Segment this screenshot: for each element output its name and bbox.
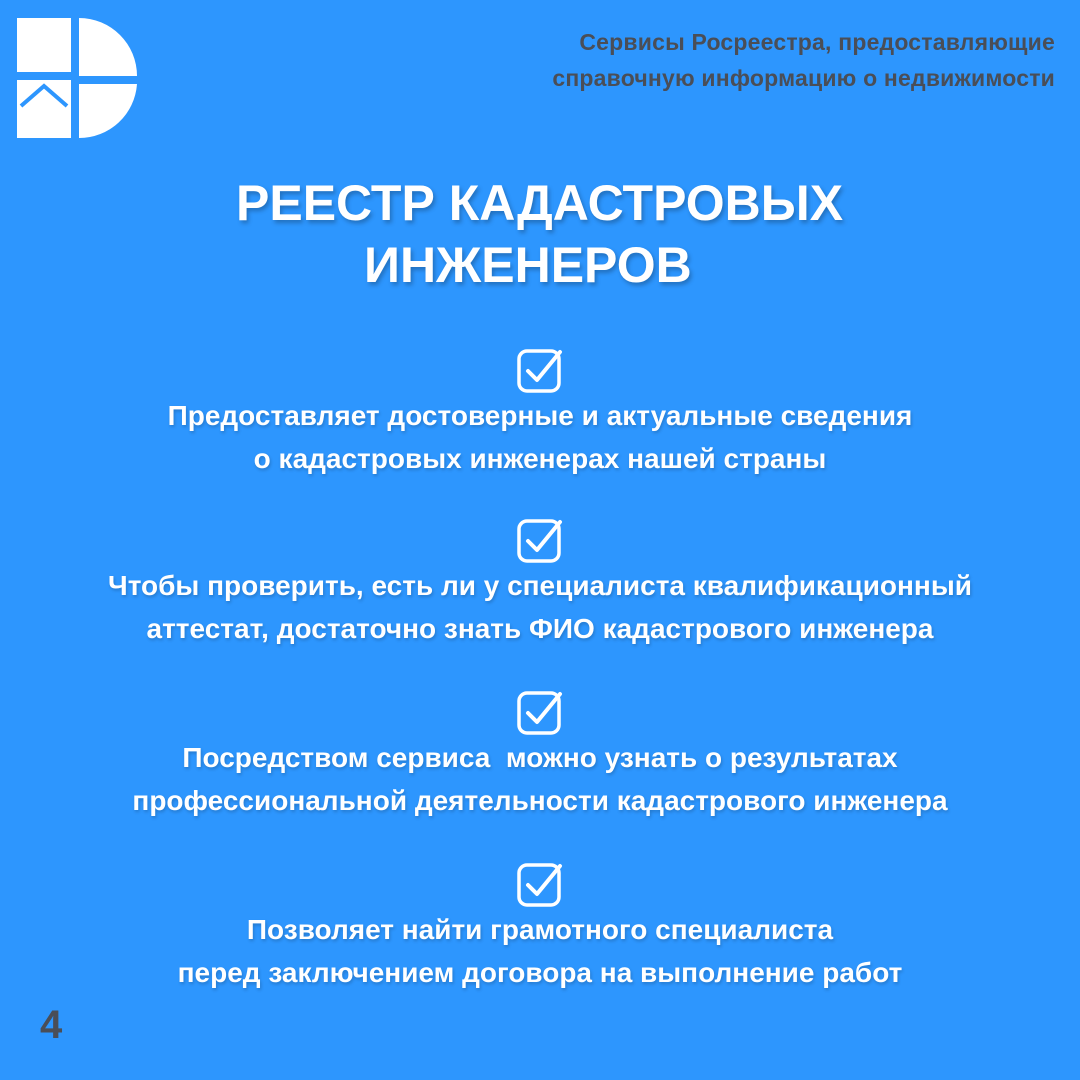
feature-3-line-2: профессиональной деятельности кадастрового инженера <box>132 785 948 816</box>
feature-item-4 <box>0 860 1080 994</box>
feature-4-line-2: перед заключением договора на выполнение работ <box>177 957 903 988</box>
feature-text-1 <box>0 394 1080 480</box>
feature-item-1 <box>0 346 1080 480</box>
header-line-2: справочную информацию о недвижимости <box>552 65 1055 91</box>
checkbox-checked-icon <box>516 516 564 564</box>
feature-text-2 <box>0 564 1080 650</box>
feature-1-line-1: Предоставляет достоверные и актуальные сведения <box>167 400 913 431</box>
checkbox-checked-icon <box>516 346 564 394</box>
feature-item-2 <box>0 516 1080 650</box>
feature-2-line-1: Чтобы проверить, есть ли у специалиста квалификационный <box>108 570 972 601</box>
feature-item-3 <box>0 688 1080 822</box>
feature-4-line-1: Позволяет найти грамотного специалиста <box>246 914 834 945</box>
header-line-1: Сервисы Росреестра, предоставляющие <box>579 29 1055 55</box>
feature-text-3 <box>0 736 1080 822</box>
checkbox-checked-icon <box>516 860 564 908</box>
checkbox-checked-icon <box>516 688 564 736</box>
title-line-2: ИНЖЕНЕРОВ <box>364 237 692 293</box>
page-title <box>0 172 1080 296</box>
rosreestr-logo-icon <box>17 18 137 138</box>
feature-2-line-2: аттестат, достаточно знать ФИО кадастрового инженера <box>146 613 934 644</box>
header-subtitle <box>552 24 1055 96</box>
title-line-1: РЕЕСТР КАДАСТРОВЫХ <box>236 175 844 231</box>
feature-3-line-1: Посредством сервиса можно узнать о результатах <box>182 742 898 773</box>
feature-text-4 <box>0 908 1080 994</box>
page-number: 4 <box>40 1003 63 1047</box>
feature-1-line-2: о кадастровых инженерах нашей страны <box>253 443 827 474</box>
